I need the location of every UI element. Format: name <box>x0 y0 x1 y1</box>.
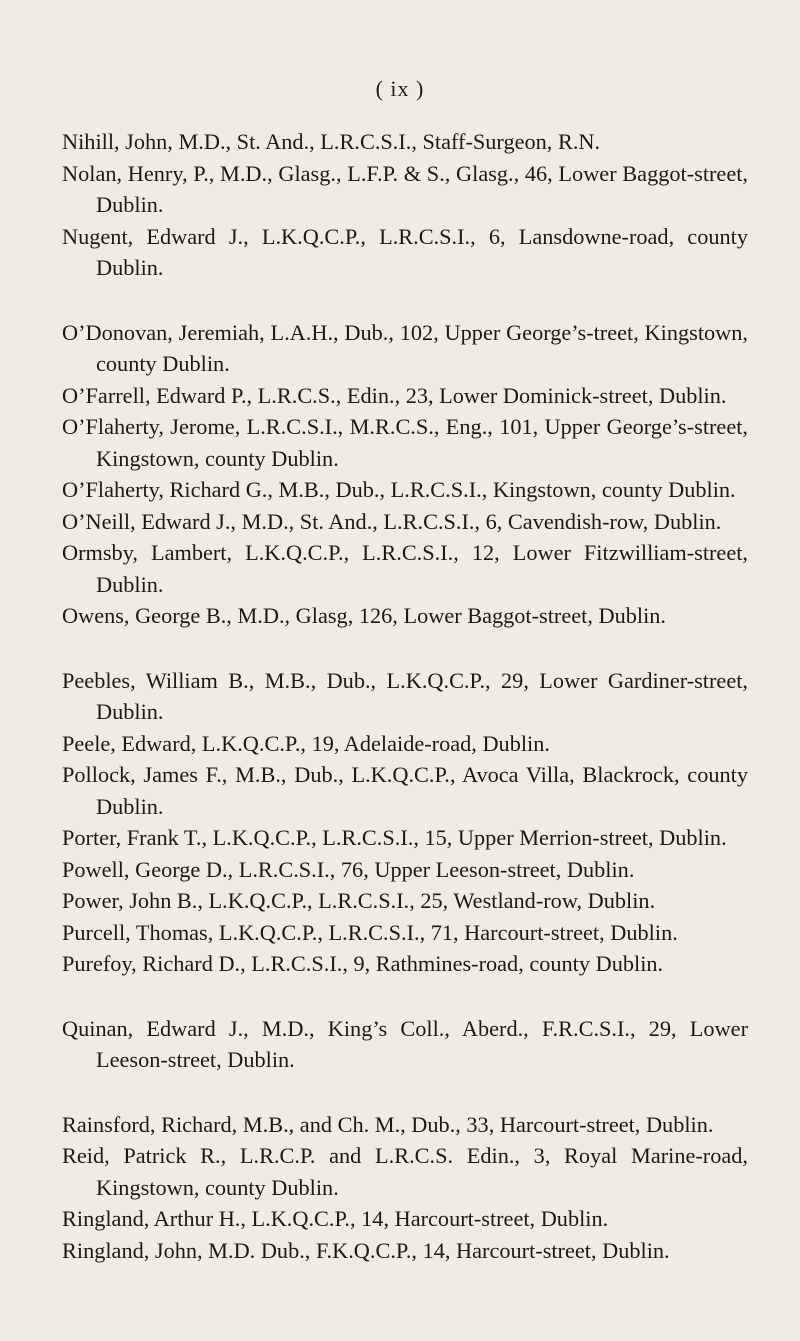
section-p <box>62 665 748 980</box>
directory-entry: Pollock, James F., M.B., Dub., L.K.Q.C.P., Avoca Villa, Blackrock, county Dublin. <box>62 762 748 819</box>
directory-entries <box>62 126 748 1299</box>
directory-entry: O’Farrell, Edward P., L.R.C.S., Edin., 23, Lower Dominick-street, Dublin. <box>62 382 727 408</box>
directory-entry: Nugent, Edward J., L.K.Q.C.P., L.R.C.S.I., 6, Lansdowne-road, county Dublin. <box>62 223 748 280</box>
directory-entry: Peele, Edward, L.K.Q.C.P., 19, Adelaide-road, Dublin. <box>62 730 550 756</box>
section-o <box>62 317 748 632</box>
directory-entry: Purcell, Thomas, L.K.Q.C.P., L.R.C.S.I., 71, Harcourt-street, Dublin. <box>62 919 678 945</box>
directory-entry: Nihill, John, M.D., St. And., L.R.C.S.I., Staff-Surgeon, R.N. <box>62 129 601 154</box>
directory-entry: O’Neill, Edward J., M.D., St. And., L.R.C.S.I., 6, Cavendish-row, Dublin. <box>62 508 722 534</box>
directory-entry: Porter, Frank T., L.K.Q.C.P., L.R.C.S.I., 15, Upper Merrion-street, Dublin. <box>62 825 727 850</box>
directory-entry: Reid, Patrick R., L.R.C.P. and L.R.C.S. Edin., 3, Royal Marine-road, Kingstown, county Dublin. <box>62 1143 748 1200</box>
directory-entry: Ringland, Arthur H., L.K.Q.C.P., 14, Harcourt-street, Dublin. <box>62 1206 609 1231</box>
section-r <box>62 1109 748 1267</box>
directory-entry: Powell, George D., L.R.C.S.I., 76, Upper Leeson-street, Dublin. <box>62 856 635 882</box>
directory-entry: Purefoy, Richard D., L.R.C.S.I., 9, Rathmines-road, county Dublin. <box>62 951 664 976</box>
directory-entry: O’Flaherty, Richard G., M.B., Dub., L.R.C.S.I., Kingstown, county Dublin. <box>62 477 736 502</box>
section-n <box>62 126 748 284</box>
directory-entry: O’Flaherty, Jerome, L.R.C.S.I., M.R.C.S., Eng., 101, Upper George’s-street, Kingstown, county Dublin. <box>62 414 748 471</box>
section-q <box>62 1013 748 1076</box>
directory-entry: O’Donovan, Jeremiah, L.A.H., Dub., 102, Upper George’s-treet, Kingstown, county Dublin. <box>62 319 748 376</box>
directory-entry: Quinan, Edward J., M.D., King’s Coll., Aberd., F.R.C.S.I., 29, Lower Leeson-street, Dublin. <box>62 1015 748 1072</box>
directory-entry: Nolan, Henry, P., M.D., Glasg., L.F.P. & S., Glasg., 46, Lower Baggot-street, Dublin. <box>62 160 748 217</box>
directory-entry: Rainsford, Richard, M.B., and Ch. M., Dub., 33, Harcourt-street, Dublin. <box>62 1111 714 1137</box>
directory-entry: Ringland, John, M.D. Dub., F.K.Q.C.P., 14, Harcourt-street, Dublin. <box>62 1237 670 1263</box>
directory-entry: Power, John B., L.K.Q.C.P., L.R.C.S.I., 25, Westland-row, Dublin. <box>62 888 656 913</box>
directory-entry: Peebles, William B., M.B., Dub., L.K.Q.C.P., 29, Lower Gardiner-street, Dublin. <box>62 667 748 724</box>
directory-entry: Ormsby, Lambert, L.K.Q.C.P., L.R.C.S.I., 12, Lower Fitzwilliam-street, Dublin. <box>62 540 748 597</box>
directory-entry: Owens, George B., M.D., Glasg, 126, Lower Baggot-street, Dublin. <box>62 603 666 628</box>
page-number: ( ix ) <box>375 76 425 101</box>
